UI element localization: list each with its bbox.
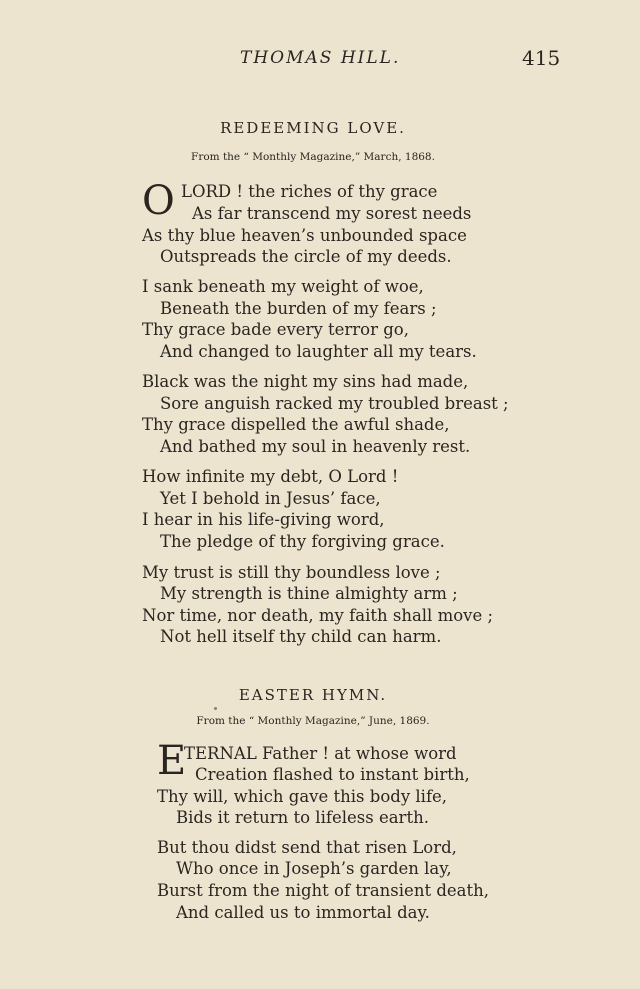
poem-line: Bids it return to lifeless earth. [176,808,429,827]
poem-line: How infinite my debt, O Lord ! [142,467,399,486]
poem-line: Creation flashed to instant birth, [195,765,470,784]
poem-title: EASTER HYMN. [238,686,388,704]
poem-line: I sank beneath my weight of woe, [142,277,424,296]
poem-line: Thy grace dispelled the awful shade, [142,415,450,434]
poem-line: Yet I behold in Jesus’ face, [160,489,381,508]
poem-line: Nor time, nor death, my faith shall move ; [142,606,494,625]
poem-line: I hear in his life-giving word, [142,510,385,529]
poem-line: LORD ! the riches of thy grace [181,182,438,201]
running-head [0,48,640,72]
poem-line: TERNAL Father ! at whose word [184,744,457,763]
poem-line: Outspreads the circle of my deeds. [160,247,452,266]
poem-line: As thy blue heaven’s unbounded space [142,226,467,245]
poem-line: Beneath the burden of my fears ; [160,299,437,318]
drop-cap: O [142,178,175,224]
poem-line: Thy will, which gave this body life, [157,787,448,806]
poem-line: Who once in Joseph’s garden lay, [176,859,452,878]
poem-line: Black was the night my sins had made, [142,372,469,391]
poem-line: Not hell itself thy child can harm. [160,627,442,646]
poem-line: And called us to immortal day. [176,903,430,922]
poem-title: REDEEMING LOVE. [220,119,406,137]
poem-line: My strength is thine almighty arm ; [160,584,458,603]
poem-line: Sore anguish racked my troubled breast ; [160,394,509,413]
running-title: THOMAS HILL. [240,48,401,68]
poem-line: Thy grace bade every terror go, [142,320,409,339]
page-number: 415 [522,46,561,70]
decorative-dot [214,707,217,710]
poem-line: But thou didst send that risen Lord, [157,838,457,857]
poem-line: And bathed my soul in heavenly rest. [160,437,471,456]
poem-line: Burst from the night of transient death, [157,881,489,900]
drop-cap: E [157,738,187,784]
poem-line: And changed to laughter all my tears. [160,342,477,361]
poem-line: The pledge of thy forgiving grace. [160,532,445,551]
poem-source: From the “ Monthly Magazine,” June, 1869. [196,715,430,727]
poem-source: From the “ Monthly Magazine,” March, 1868. [191,151,435,163]
poem-line: My trust is still thy boundless love ; [142,563,441,582]
poem-line: As far transcend my sorest needs [192,204,472,223]
